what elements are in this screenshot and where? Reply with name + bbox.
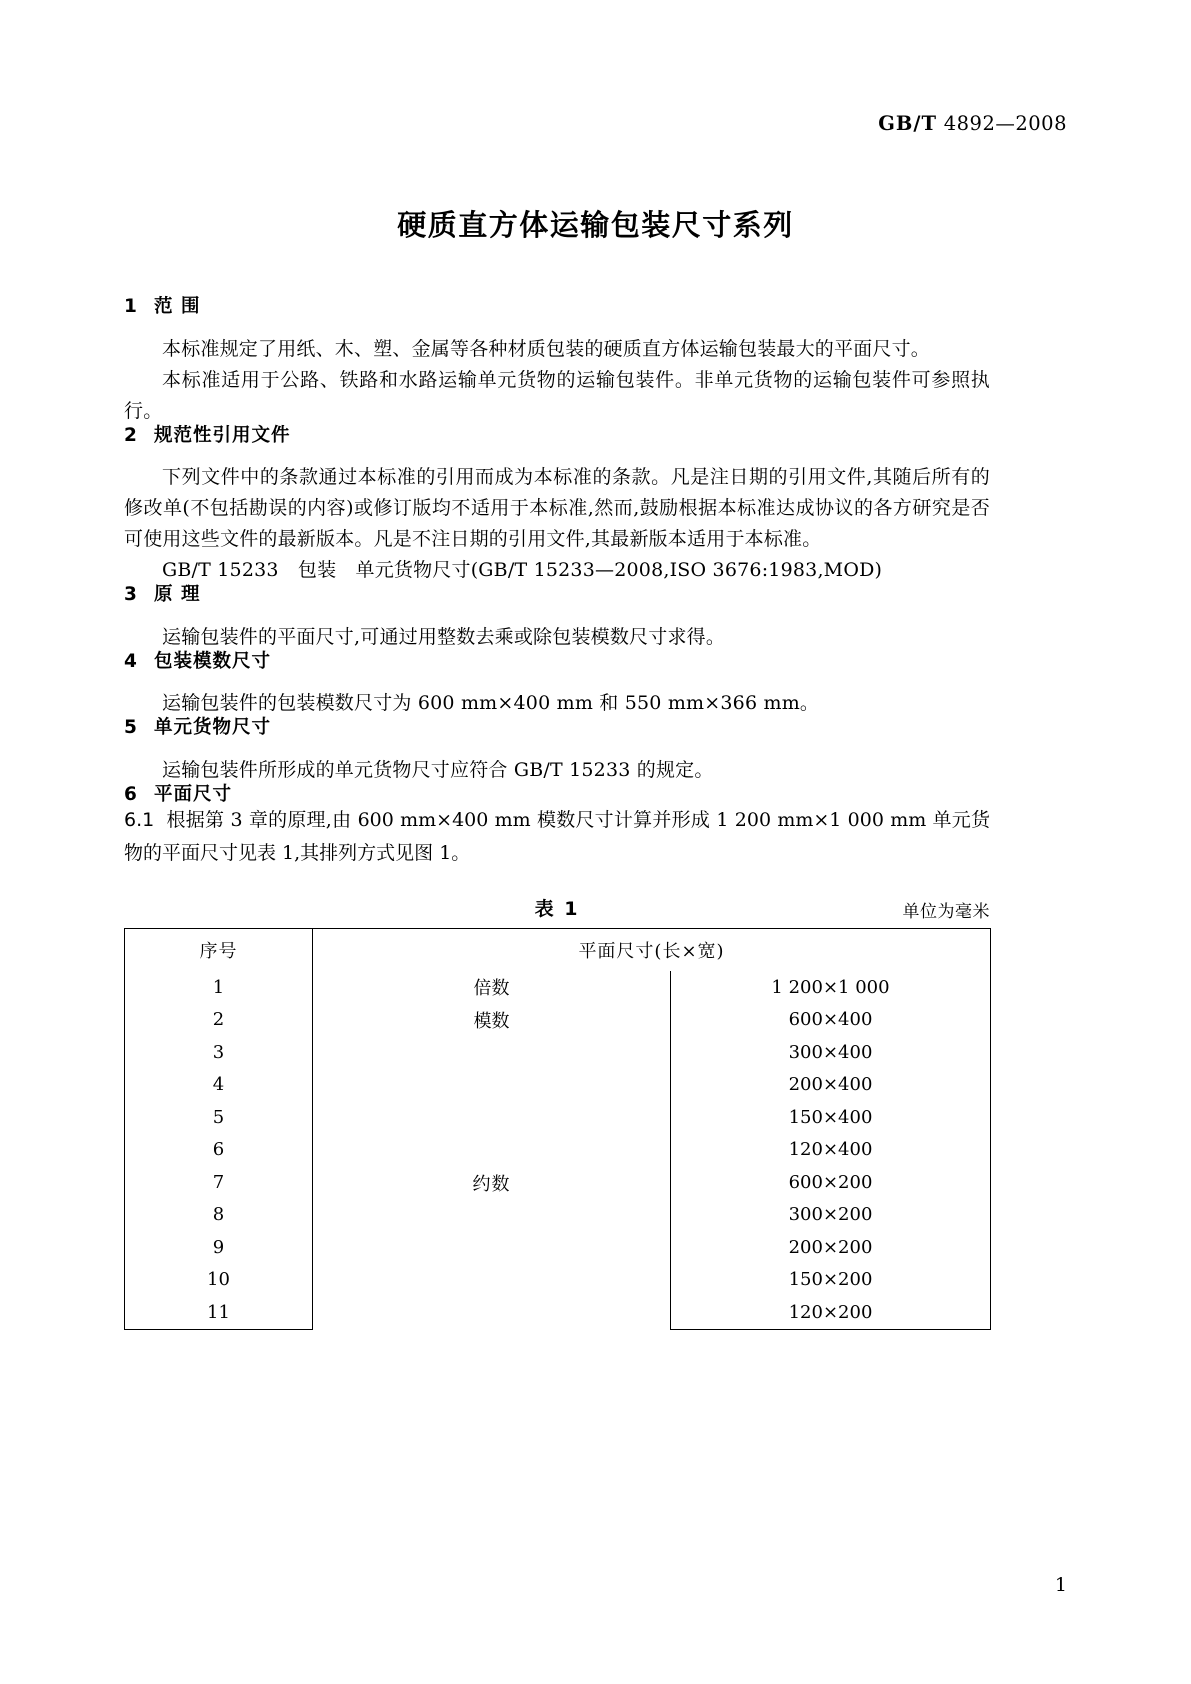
cell-kind: 模数: [313, 1004, 671, 1037]
clause-title-2: 规范性引用文件: [154, 424, 291, 446]
cell-size: 300×200: [671, 1199, 991, 1232]
cell-index: 2: [125, 1004, 313, 1037]
clause-heading-3: [124, 586, 990, 605]
table-row: [125, 1036, 991, 1069]
cell-index: 9: [125, 1231, 313, 1264]
cell-index: 8: [125, 1199, 313, 1232]
cell-size: 150×400: [671, 1101, 991, 1134]
cell-index: 6: [125, 1134, 313, 1167]
subclause-number-6-1: 6.1: [124, 809, 155, 831]
page-number: 1: [1054, 1574, 1067, 1596]
table-row: [125, 971, 991, 1004]
clause-number-5: 5: [124, 717, 138, 738]
clause-title-6: 平面尺寸: [154, 783, 233, 805]
cell-size: 200×200: [671, 1231, 991, 1264]
clause-title-5: 单元货物尺寸: [154, 717, 272, 738]
clause-title-4: 包装模数尺寸: [154, 650, 272, 672]
clause-2-paragraph-1: 下列文件中的条款通过本标准的引用而成为本标准的条款。凡是注日期的引用文件,其随后所有的修改单(不包括勘误的内容)或修订版均不适用于本标准,然而,鼓励根据本标准达成协议的各方研究是否可使用这些文件的最新版本。凡是不注日期的引用文件,其最新版本适用于本标准。: [124, 466, 990, 550]
normative-reference-gbt15233: GB/T 15233 包装 单元货物尺寸(GB/T 15233—2008,ISO 3676:1983,MOD): [162, 559, 883, 581]
page-header: [0, 112, 1067, 135]
clause-title-3: 原 理: [154, 584, 201, 605]
clause-heading-6: [124, 783, 990, 805]
subclause-6-1: [124, 804, 990, 870]
clause-4-paragraph-1: 运输包装件的包装模数尺寸为 600 mm×400 mm 和 550 mm×366 mm。: [162, 692, 820, 714]
clause-heading-4: [124, 650, 990, 672]
document-body: [124, 298, 990, 1330]
clause-number-2: 2: [124, 424, 138, 446]
clause-number-1: 1: [124, 296, 138, 317]
clause-5-paragraph-1: 运输包装件所形成的单元货物尺寸应符合 GB/T 15233 的规定。: [162, 758, 714, 781]
table-row: [125, 1004, 991, 1037]
subclause-text-6-1: 根据第 3 章的原理,由 600 mm×400 mm 模数尺寸计算并形成 1 200 mm×1 000 mm 单元货物的平面尺寸见表 1,其排列方式见图 1。: [124, 809, 990, 864]
cell-size: 120×400: [671, 1134, 991, 1167]
clause-3-paragraph-1: 运输包装件的平面尺寸,可通过用整数去乘或除包装模数尺寸求得。: [162, 625, 726, 648]
table-caption: 表 1: [534, 898, 580, 920]
clause-number-6: 6: [124, 783, 138, 805]
standard-number: 4892—2008: [943, 112, 1067, 135]
cell-index: 3: [125, 1036, 313, 1069]
table-col-header-plane-size: 平面尺寸(长×宽): [313, 929, 991, 972]
cell-size: 300×400: [671, 1036, 991, 1069]
table-col-header-index: 序号: [125, 929, 313, 972]
clause-number-4: 4: [124, 650, 138, 672]
cell-index: 5: [125, 1101, 313, 1134]
cell-index: 4: [125, 1069, 313, 1102]
cell-kind: 倍数: [313, 971, 671, 1004]
cell-size: 200×400: [671, 1069, 991, 1102]
plane-dimensions-table: [124, 928, 991, 1330]
cell-size: 1 200×1 000: [671, 971, 991, 1004]
cell-index: 10: [125, 1264, 313, 1297]
standard-code: GB/T: [878, 112, 938, 135]
cell-index: 1: [125, 971, 313, 1004]
cell-index: 11: [125, 1296, 313, 1329]
clause-number-3: 3: [124, 584, 138, 605]
cell-size: 600×400: [671, 1004, 991, 1037]
cell-kind-merged: 约数: [313, 1036, 671, 1329]
clause-heading-5: [124, 719, 990, 738]
table-header-row: [125, 929, 991, 972]
cell-size: 120×200: [671, 1296, 991, 1329]
clause-1-paragraph-2: 本标准适用于公路、铁路和水路运输单元货物的运输包装件。非单元货物的运输包装件可参照执行。: [124, 368, 990, 422]
table-unit-note: 单位为毫米: [902, 902, 990, 922]
table-caption-row: [124, 894, 990, 924]
clause-heading-2: [124, 424, 990, 446]
clause-heading-1: [124, 298, 990, 317]
cell-size: 600×200: [671, 1166, 991, 1199]
cell-size: 150×200: [671, 1264, 991, 1297]
cell-index: 7: [125, 1166, 313, 1199]
clause-title-1: 范 围: [154, 296, 201, 317]
page-title: 硬质直方体运输包装尺寸系列: [397, 208, 794, 242]
clause-1-paragraph-1: 本标准规定了用纸、木、塑、金属等各种材质包装的硬质直方体运输包装最大的平面尺寸。: [162, 337, 931, 360]
